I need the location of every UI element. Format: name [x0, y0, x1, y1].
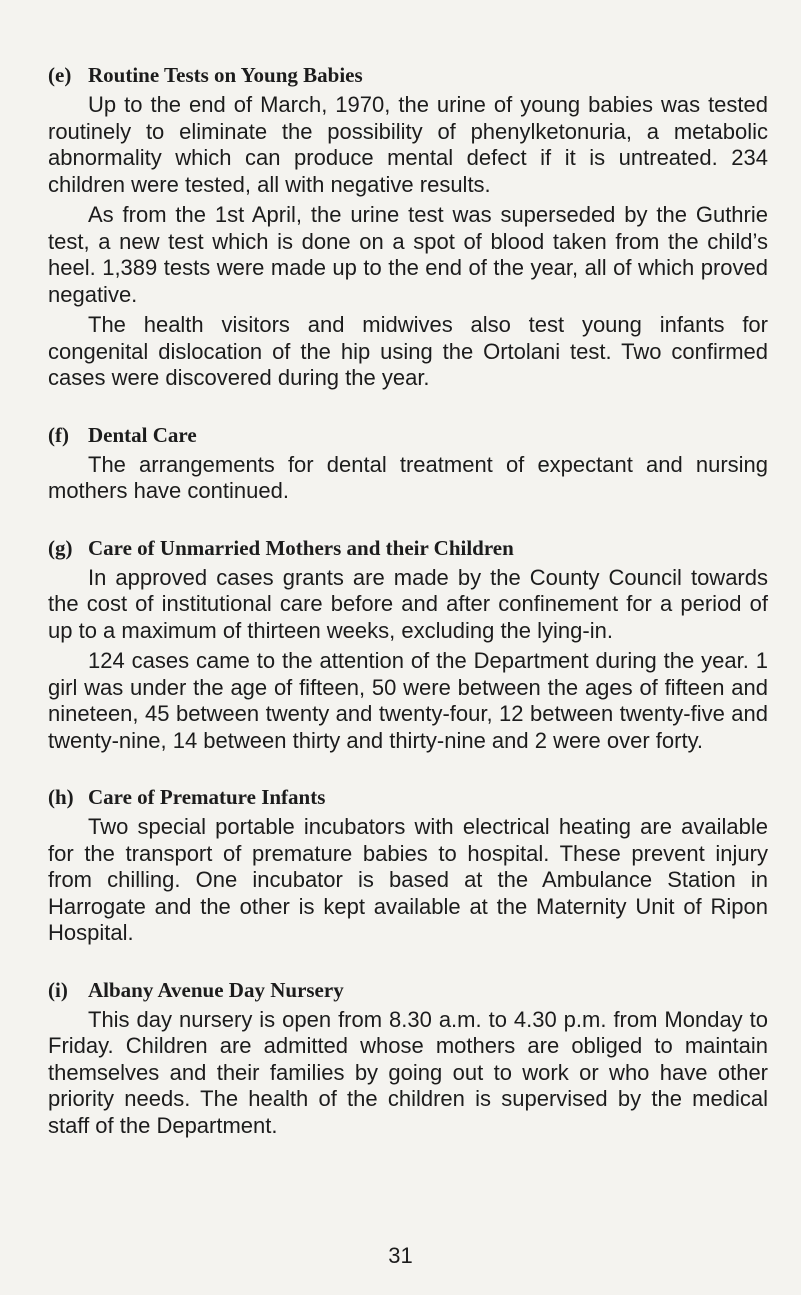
paragraph: The arrangements for dental treatment of expectant and nursing mothers have continued. — [48, 451, 768, 503]
paragraph: Two special portable incubators with electrical heating are available for the transport of premature babies to hospital. These prevent injury from chilling. One incubator is based at the Ambulance Station in Harrogate and the other is kept available at the Maternity Unit of Ripon Hospital. — [48, 814, 768, 945]
section-unmarried-mothers — [48, 535, 768, 755]
paragraph: This day nursery is open from 8.30 a.m. to 4.30 p.m. from Monday to Friday. Children are admitted whose mothers are obliged to maintain themselves and their families by going out to work or who have other priority needs. The health of the children is supervised by the medical staff of the Department. — [48, 1006, 768, 1138]
paragraph: The health visitors and midwives also test young infants for congenital dislocation of the hip using the Ortolani test. Two confirmed cases were discovered during the year. — [48, 312, 768, 390]
section-letter: (g) — [48, 535, 73, 560]
section-premature-infants — [48, 784, 768, 947]
section-routine-tests — [48, 62, 768, 392]
section-heading — [48, 62, 768, 88]
section-heading — [48, 535, 768, 561]
paragraph: 124 cases came to the attention of the Department during the year. 1 girl was under the age of fifteen, 50 were between the ages of fifteen and nineteen, 45 between twenty and twenty-four, 12 between twenty-five and twenty-nine, 14 between thirty and thirty-nine and 2 were over forty. — [48, 648, 768, 753]
section-letter: (e) — [48, 63, 72, 87]
page-number: 31 — [388, 1243, 413, 1268]
paragraph: Up to the end of March, 1970, the urine of young babies was tested routinely to eliminate the possibility of phenylketonuria, a metabolic abnormality which can produce mental defect if it is untreated. 234 children were tested, all with negative results. — [48, 92, 768, 197]
section-letter: (i) — [48, 977, 68, 1002]
section-title: Care of Unmarried Mothers and their Children — [88, 535, 514, 560]
section-title: Albany Avenue Day Nursery — [88, 977, 344, 1002]
section-heading — [48, 977, 768, 1003]
section-dental-care — [48, 422, 768, 505]
paragraph: In approved cases grants are made by the County Council towards the cost of institutional care before and after confinement for a period of up to a maximum of thirteen weeks, excluding the lying-in. — [48, 564, 768, 643]
section-heading — [48, 422, 768, 448]
section-title: Routine Tests on Young Babies — [88, 63, 363, 87]
section-letter: (h) — [48, 785, 74, 809]
document-page — [48, 62, 768, 1139]
section-title: Dental Care — [88, 422, 197, 447]
section-title: Care of Premature Infants — [88, 785, 326, 809]
section-heading — [48, 784, 768, 810]
paragraph: As from the 1st April, the urine test was superseded by the Guthrie test, a new test which is done on a spot of blood taken from the child’s heel. 1,389 tests were made up to the end of the year, all of which proved negative. — [48, 202, 768, 307]
section-letter: (f) — [48, 422, 69, 447]
section-day-nursery — [48, 977, 768, 1140]
